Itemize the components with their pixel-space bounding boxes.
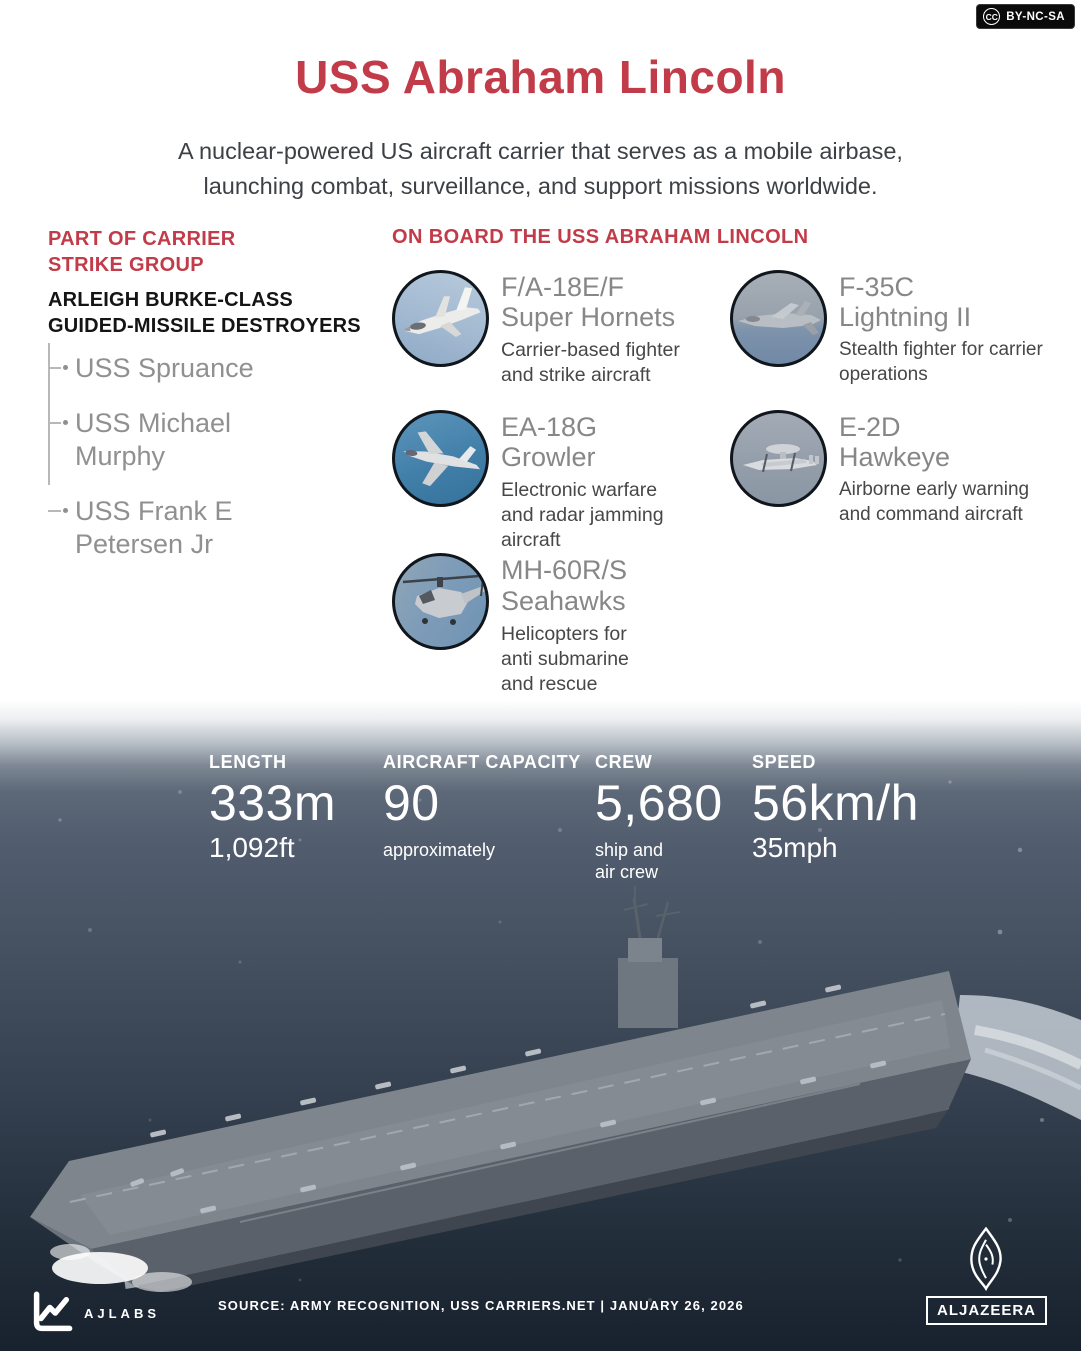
list-item: USS Michael Murphy <box>48 407 327 472</box>
growler-jet-icon <box>395 413 486 504</box>
aircraft-entry-hawkeye <box>730 410 1060 553</box>
aljazeera-logo <box>926 1227 1047 1325</box>
aircraft-name-line-2: Hawkeye <box>839 442 951 473</box>
aircraft-name-line-1: E-2D <box>839 412 901 442</box>
aircraft-name <box>839 412 1057 472</box>
cc-license-badge[interactable] <box>976 4 1075 29</box>
aircraft-text <box>839 410 1057 527</box>
strike-group-section <box>48 226 393 583</box>
aircraft-entry-f35c <box>730 270 1060 410</box>
aircraft-description: Carrier-based fighter and strike aircraft <box>501 339 680 387</box>
stat-label: LENGTH <box>209 752 287 772</box>
stat-value: 5,680 <box>595 775 723 831</box>
aircraft-name-line-2: Lightning II <box>839 302 972 333</box>
f35c-stealth-jet-icon <box>733 273 824 364</box>
strike-group-heading-line-2: STRIKE GROUP <box>48 254 204 276</box>
list-item: USS Spruance <box>48 352 327 384</box>
aircraft-text <box>501 410 691 553</box>
page-subtitle <box>0 134 1081 205</box>
on-board-heading: ON BOARD THE USS ABRAHAM LINCOLN <box>392 226 809 248</box>
seahawk-photo <box>392 553 489 650</box>
destroyer-class-line-1: ARLEIGH BURKE-CLASS <box>48 289 293 311</box>
aircraft-name <box>839 272 1060 332</box>
f35c-photo <box>730 270 827 367</box>
stat-value: 333m <box>209 775 337 831</box>
destroyer-class-line-2: GUIDED-MISSILE DESTROYERS <box>48 315 361 337</box>
stat-sub: 1,092ft <box>209 831 295 863</box>
ajlabs-label: AJLABS <box>84 1305 161 1321</box>
stat-crew <box>595 752 723 884</box>
aircraft-name-line-1: F/A-18E/F <box>501 272 625 302</box>
aircraft-entry-seahawk <box>392 553 730 696</box>
stat-aircraft-capacity <box>383 752 581 861</box>
list-item: USS Frank E Petersen Jr <box>48 495 327 560</box>
cc-icon: CC <box>983 8 1000 25</box>
stat-sub: approximately <box>383 839 496 860</box>
aircraft-entry-super-hornet <box>392 270 730 410</box>
aircraft-description: Airborne early warning and command aircraft <box>839 479 1030 525</box>
aircraft-name <box>501 412 691 472</box>
super-hornet-photo <box>392 270 489 367</box>
aircraft-name-line-1: F-35C <box>839 272 915 302</box>
aircraft-entry-growler <box>392 410 730 553</box>
strike-group-heading-line-1: PART OF CARRIER <box>48 228 236 250</box>
aircraft-text <box>501 553 653 696</box>
stat-sub: 35mph <box>752 831 838 863</box>
destroyer-list <box>48 352 393 560</box>
aircraft-name-line-1: EA-18G <box>501 412 598 442</box>
stat-length <box>209 752 336 864</box>
growler-photo <box>392 410 489 507</box>
hawkeye-photo <box>730 410 827 507</box>
aircraft-grid <box>392 270 1060 697</box>
aircraft-name <box>501 272 706 332</box>
stat-label: CREW <box>595 752 653 772</box>
aircraft-description: Stealth fighter for carrier operations <box>839 339 1043 385</box>
stat-value: 56km/h <box>752 775 919 831</box>
carrier-photo-section <box>0 700 1081 1351</box>
aircraft-name <box>501 555 653 615</box>
page-title: USS Abraham Lincoln <box>295 51 786 103</box>
aircraft-name-line-2: Seahawks <box>501 585 626 616</box>
aircraft-name-line-2: Super Hornets <box>501 302 676 333</box>
stat-speed <box>752 752 919 864</box>
cc-license-label: BY-NC-SA <box>1006 10 1065 23</box>
hawkeye-plane-icon <box>733 413 824 504</box>
aircraft-name-line-2: Growler <box>501 442 596 473</box>
stat-sub: ship and air crew <box>595 839 664 882</box>
aircraft-name-line-1: MH-60R/S <box>501 555 628 586</box>
seahawk-helicopter-icon <box>395 556 486 647</box>
aircraft-text <box>501 270 706 388</box>
ajlabs-logo <box>30 1291 160 1335</box>
stat-value: 90 <box>383 775 440 831</box>
stat-label: SPEED <box>752 752 817 772</box>
aircraft-description: Helicopters for anti submarine and rescue <box>501 622 629 695</box>
subtitle-line-2: launching combat, surveillance, and support missions worldwide. <box>203 173 878 200</box>
on-board-section <box>392 226 1060 697</box>
source-credit: SOURCE: ARMY RECOGNITION, USS CARRIERS.NET | JANUARY 26, 2026 <box>218 1298 744 1313</box>
aljazeera-wordmark: ALJAZEERA <box>926 1296 1047 1325</box>
subtitle-line-1: A nuclear-powered US aircraft carrier that serves as a mobile airbase, <box>178 138 903 164</box>
strike-group-heading <box>48 226 393 278</box>
stat-label: AIRCRAFT CAPACITY <box>383 752 581 772</box>
destroyer-class-heading <box>48 287 393 339</box>
super-hornet-jet-icon <box>395 273 486 364</box>
ajlabs-chart-icon <box>30 1291 74 1335</box>
aircraft-description: Electronic warfare and radar jamming aircraft <box>501 479 664 552</box>
aircraft-text <box>839 270 1060 387</box>
aljazeera-flame-icon <box>961 1227 1011 1291</box>
